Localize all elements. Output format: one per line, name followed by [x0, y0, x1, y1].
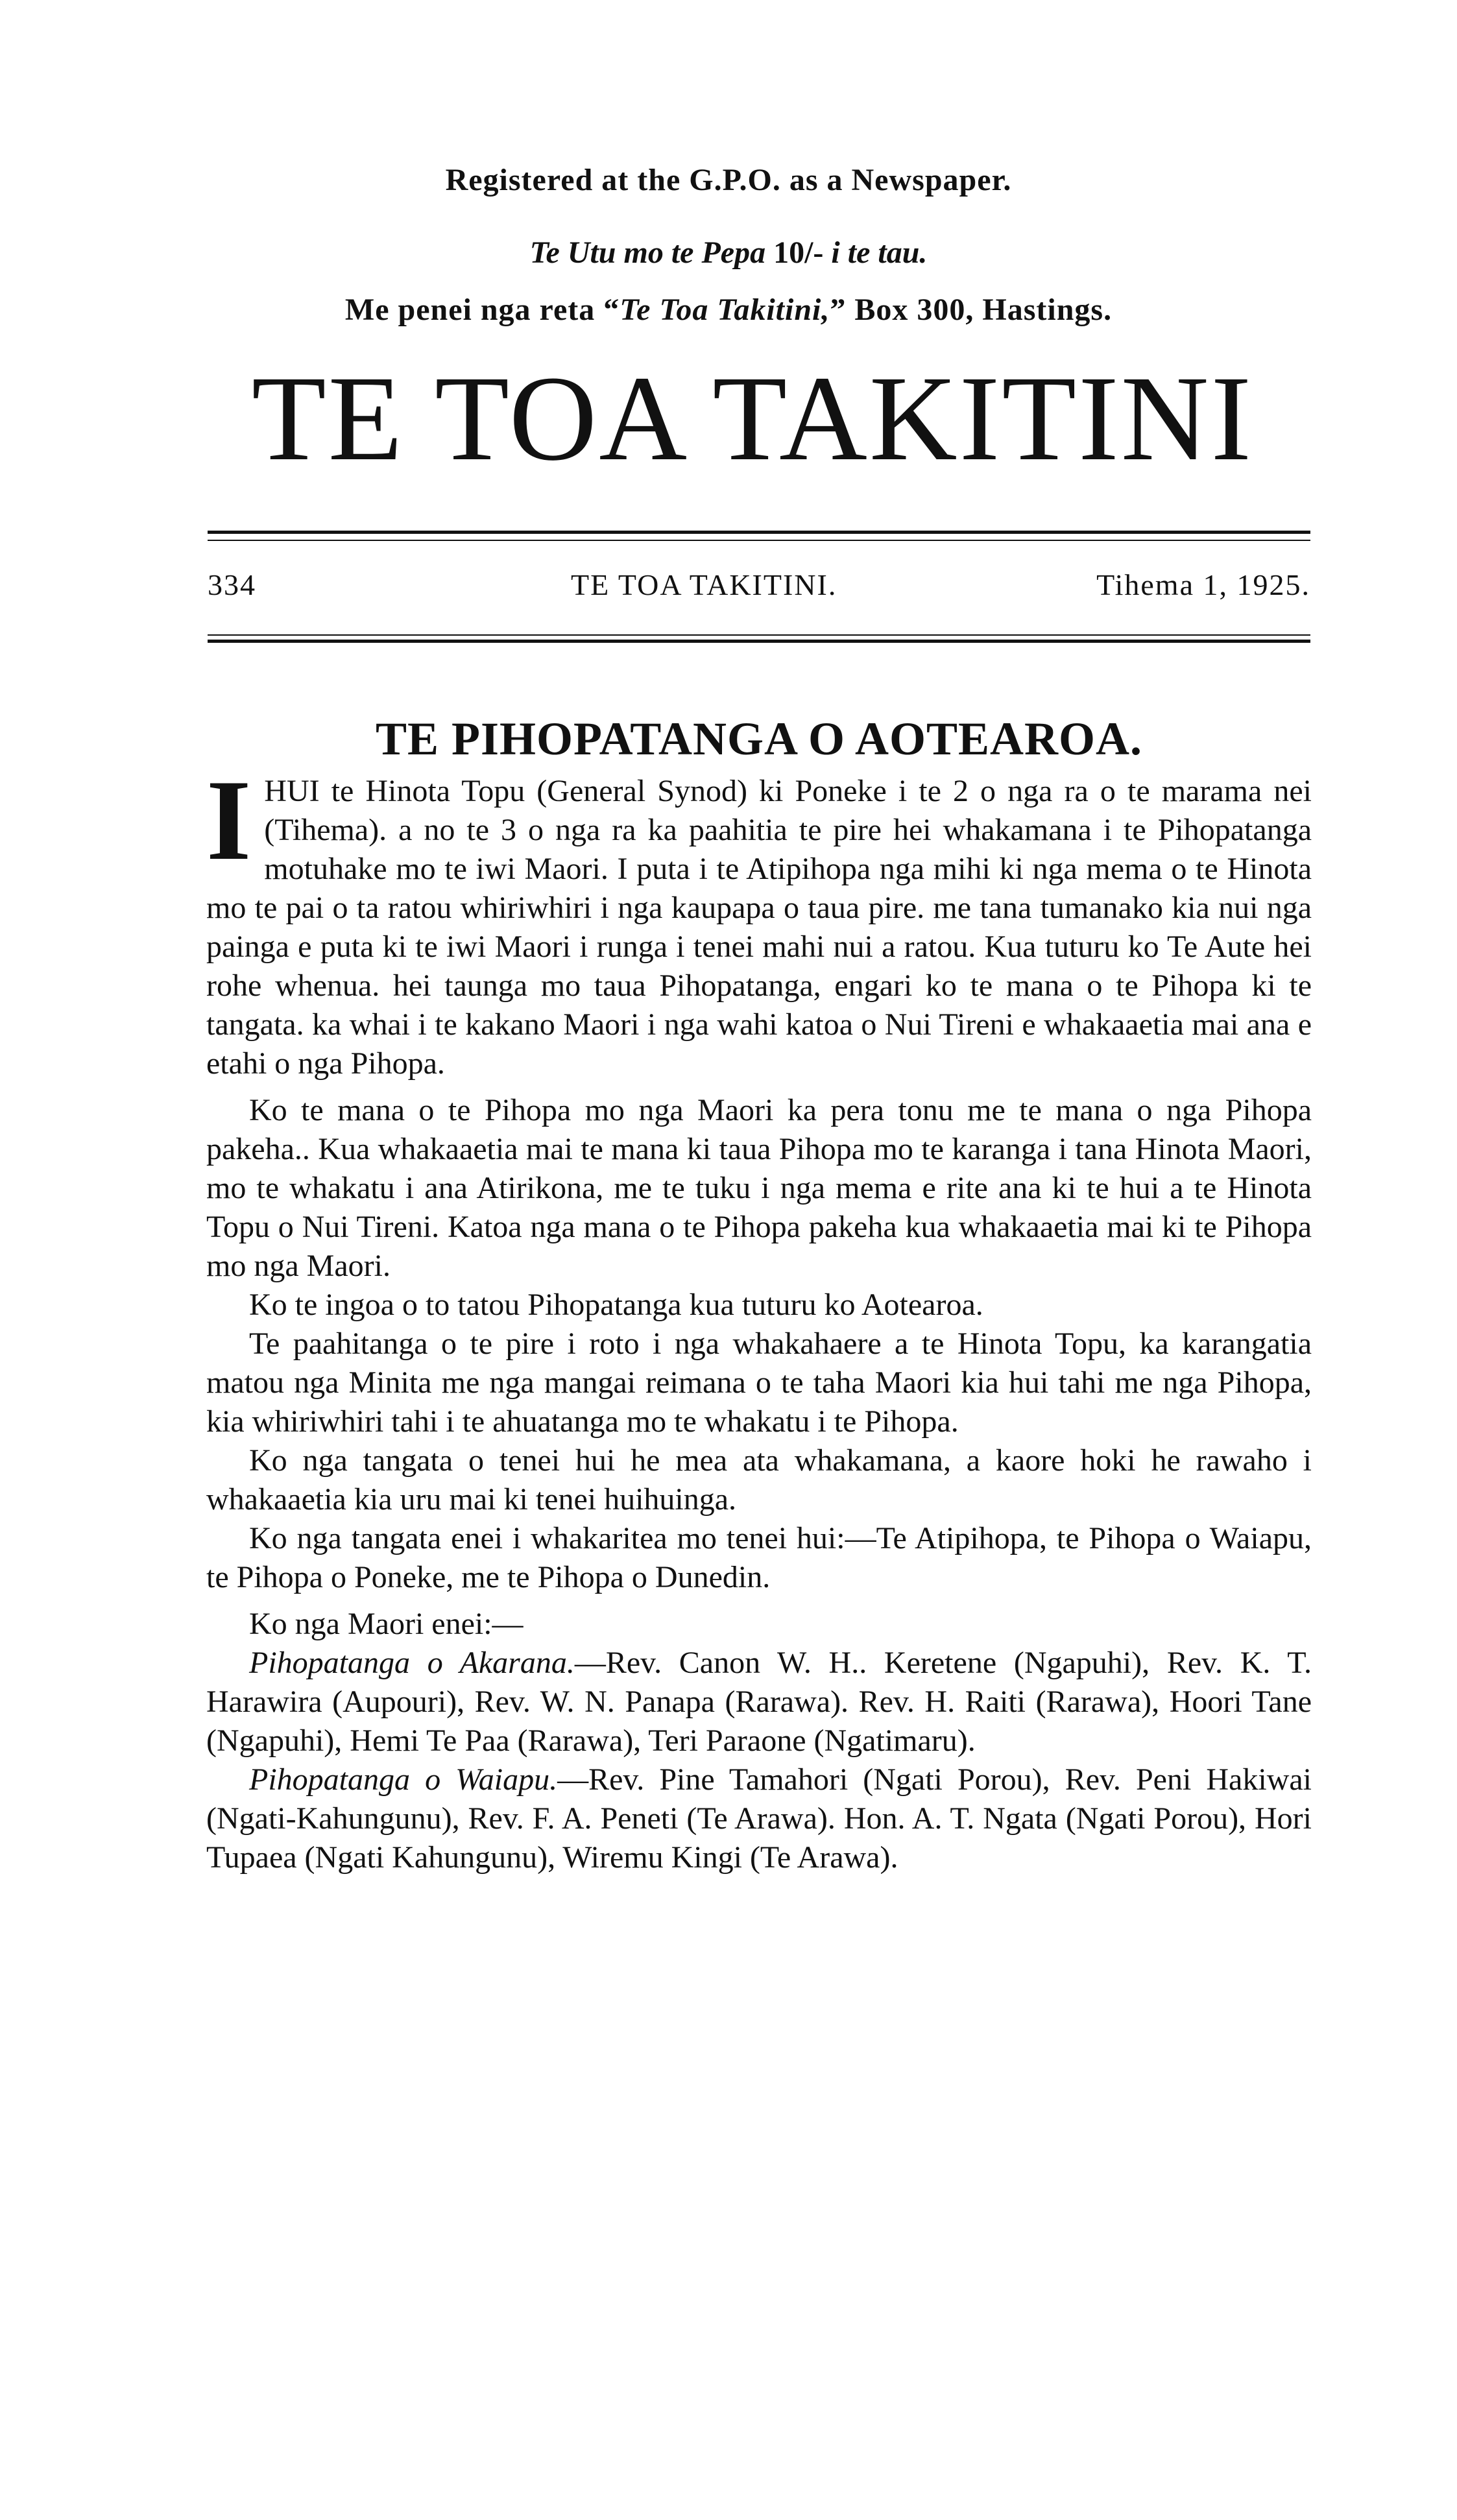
- rule-bottom-thin: [208, 634, 1310, 636]
- price-label: Te Utu mo te Pepa: [529, 235, 766, 270]
- address-prefix: Me penei nga reta “: [344, 293, 620, 327]
- paragraph-3: Ko te ingoa o to tatou Pihopatanga kua tuturu ko Aotearoa.: [249, 1288, 983, 1322]
- masthead-title: TE TOA TAKITINI: [251, 350, 1254, 486]
- paragraph-1: [206, 756, 1312, 1083]
- article-title: TE PIHOPATANGA O AOTEAROA.: [375, 713, 1143, 765]
- address-paper-name: Te Toa Takitini,: [620, 293, 830, 327]
- paragraph-2: Ko te mana o te Pihopa mo nga Maori ka pera tonu me te mana o nga Pihopa pakeha.. Kua whakaaetia mai te mana ki taua Pihopa mo te karanga i tana Hinota Maori, mo te whakatu i ana Atirikona, me te tuku i nga mema e rite ana ki te hui a te Hinota Topu o Nui Tireni. Katoa nga mana o te Pihopa pakeha kua whakaaetia mai ki te Pihopa mo nga Maori.: [206, 1093, 1312, 1283]
- drop-cap: I: [206, 756, 252, 884]
- rule-bottom-thick: [208, 640, 1310, 643]
- waiapu-list: [206, 1760, 1312, 1877]
- paragraph-4: Te paahitanga o te pire i roto i nga whakahaere a te Hinota Topu, ka karangatia matou nga Minita me nga mangai reimana o te taha Maori kia hui tahi me nga Pihopa, kia whiriwhiri tahi i te ahuatanga mo te whakatu i te Pihopa.: [206, 1326, 1312, 1439]
- rule-top-thin: [208, 540, 1310, 541]
- price-amount: 10/-: [773, 235, 824, 270]
- page-number: 334: [208, 568, 256, 601]
- address-line: [0, 292, 1457, 328]
- akarana-text: —Rev. Canon W. H.. Keretene (Ngapuhi), Rev. K. T. Harawira (Aupouri), Rev. W. N. Panapa (Rarawa). Rev. H. Raiti (Rarawa), Hoori Tane (Ngapuhi), Hemi Te Paa (Rarawa), Teri Paraone (Ngatimaru).: [206, 1646, 1312, 1758]
- running-title: TE TOA TAKITINI.: [571, 568, 837, 601]
- paragraph-6: Ko nga tangata enei i whakaritea mo tenei hui:—Te Atipihopa, te Pihopa o Waiapu, te Pihopa o Poneke, me te Pihopa o Dunedin.: [206, 1521, 1312, 1594]
- paragraph-5: Ko nga tangata o tenei hui he mea ata whakamana, a kaore hoki he rawaho i whakaaetia kia uru mai ki tenei huihuinga.: [206, 1443, 1312, 1517]
- waiapu-text: —Rev. Pine Tamahori (Ngati Porou), Rev. Peni Hakiwai (Ngati-Kahungunu), Rev. F. A. Peneti (Te Arawa). Hon. A. T. Ngata (Ngati Porou), Hori Tupaea (Ngati Kahungunu), Wiremu Kingi (Te Arawa).: [206, 1762, 1312, 1875]
- paragraph-1-text: HUI te Hinota Topu (General Synod) ki Poneke i te 2 o nga ra o te marama nei (Tihema). a no te 3 o nga ra ka paahitia te pire hei whakamana i te Pihopatanga motuhake mo te iwi Maori. I puta i te Atipihopa nga mihi ki nga mema o te Hinota mo te pai o ta ratou whiriwhiri i nga kaupapa o taua pire. me tana tumanako kia nui nga painga e puta ki te iwi Maori i runga i tenei mahi nui a ratou. Kua tuturu ko Te Aute hei rohe whenua. hei taunga mo taua Pihopatanga, engari ko te mana o te Pihopa ki te tangata. ka whai i te kakano Maori i nga wahi katoa o Nui Tireni e whakaaetia mai ana e etahi o nga Pihopa.: [206, 774, 1312, 1081]
- price-period: i te tau.: [831, 235, 928, 270]
- address-suffix: ” Box 300, Hastings.: [830, 293, 1113, 327]
- issue-date: Tihema 1, 1925.: [1096, 568, 1310, 601]
- rule-top-thick: [208, 531, 1310, 534]
- registration-notice: Registered at the G.P.O. as a Newspaper.: [445, 163, 1012, 197]
- subscription-price: [0, 235, 1457, 270]
- article-body: [206, 756, 1312, 1877]
- running-header: [208, 568, 1310, 606]
- paragraph-7: Ko nga Maori enei:—: [249, 1607, 524, 1641]
- akarana-list: [206, 1644, 1312, 1760]
- akarana-label: Pihopatanga o Akarana.: [249, 1646, 575, 1680]
- waiapu-label: Pihopatanga o Waiapu.: [249, 1762, 558, 1797]
